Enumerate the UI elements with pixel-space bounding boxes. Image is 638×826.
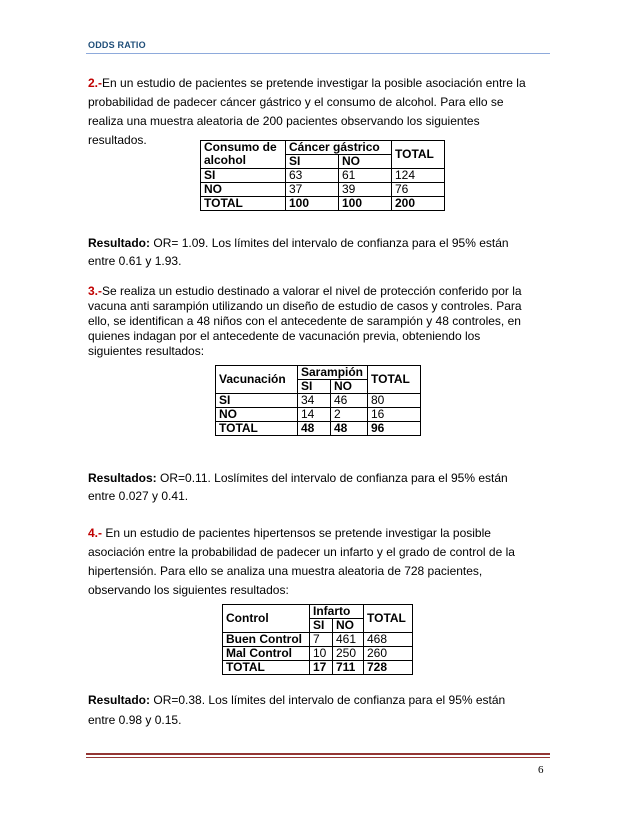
- table-header-cell: Infarto: [310, 605, 364, 619]
- problem-2-line-2: probabilidad de padecer cáncer gástrico y el consumo de alcohol. Para ello se: [88, 95, 504, 109]
- footer-rule: [86, 757, 550, 758]
- problem-2: [88, 74, 550, 150]
- problem-2-line-3: realiza una muestra aleatoria de 200 pacientes observando los siguientes: [88, 114, 480, 128]
- problem-3-number: 3.-: [88, 284, 103, 298]
- table-row: Buen Control 7 461 468: [223, 633, 413, 647]
- header-rule: [86, 53, 550, 54]
- page-number: 6: [538, 764, 544, 776]
- table-header-cell: Cáncer gástrico: [286, 141, 392, 155]
- table-vacunacion-sarampion: [215, 365, 421, 436]
- table-header-cell: TOTAL: [368, 366, 421, 394]
- table-header-cell: NO: [331, 380, 368, 394]
- table-row: TOTAL 48 48 96: [216, 422, 421, 436]
- table-alcohol-cancer: [200, 140, 445, 211]
- table-header-cell: Consumo de alcohol: [201, 141, 286, 169]
- table-header-cell: Sarampión: [298, 366, 368, 380]
- table-header-cell: Vacunación: [216, 366, 298, 394]
- table-row: TOTAL 100 100 200: [201, 197, 445, 211]
- result-4: Resultado: OR=0.38. Los límites del intervalo de confianza para el 95% están entre 0.98 y 0.15.: [88, 693, 506, 727]
- problem-4: 4.- En un estudio de pacientes hipertensos se pretende investigar la posible asociación entre la probabilidad de padecer un infarto y el grado de control de la hipertensión. Para ello se analiza una muestra aleatoria de 728 pacientes, observando los siguientes resultados:: [88, 526, 515, 597]
- footer-rule: [86, 753, 550, 755]
- table-header-cell: NO: [339, 155, 392, 169]
- table-row: NO 37 39 76: [201, 183, 445, 197]
- result-4-label: Resultado:: [88, 693, 151, 707]
- result-3-label: Resultados:: [88, 471, 157, 485]
- running-header: ODDS RATIO: [88, 40, 146, 50]
- problem-3: 3.-Se realiza un estudio destinado a valorar el nivel de protección conferido por la vacuna anti sarampión utilizando un diseño de estudio de casos y controles. Para ello, se identifican a 48 niños con el antecedente de sarampión y 48 controles, en quienes indagan por el antecedente de vacunación previa, obteniendo los siguientes resultados:: [88, 284, 522, 358]
- problem-2-number: 2.-: [88, 76, 103, 90]
- table-control-infarto: [222, 604, 413, 675]
- table-row: TOTAL 17 711 728: [223, 661, 413, 675]
- problem-2-line-1: 2.-En un estudio de pacientes se pretende investigar la posible asociación entre la: [88, 76, 526, 90]
- table-header-cell: SI: [286, 155, 339, 169]
- table-row: SI 63 61 124: [201, 169, 445, 183]
- problem-4-number: 4.-: [88, 526, 103, 540]
- table-header-cell: TOTAL: [392, 141, 445, 169]
- problem-2-line-4: resultados.: [88, 133, 147, 147]
- table-row: Mal Control 10 250 260: [223, 647, 413, 661]
- result-3: Resultados: OR=0.11. Loslímites del intervalo de confianza para el 95% están entre 0.027 y 0.41.: [88, 471, 508, 503]
- result-2-label: Resultado:: [88, 236, 151, 250]
- table-header-cell: Control: [223, 605, 310, 633]
- table-header-cell: SI: [310, 619, 333, 633]
- table-row: NO 14 2 16: [216, 408, 421, 422]
- table-row: SI 34 46 80: [216, 394, 421, 408]
- result-2: Resultado: OR= 1.09. Los límites del intervalo de confianza para el 95% están entre 0.61 y 1.93.: [88, 236, 509, 268]
- table-header-cell: TOTAL: [364, 605, 413, 633]
- table-header-cell: NO: [333, 619, 364, 633]
- table-header-cell: SI: [298, 380, 331, 394]
